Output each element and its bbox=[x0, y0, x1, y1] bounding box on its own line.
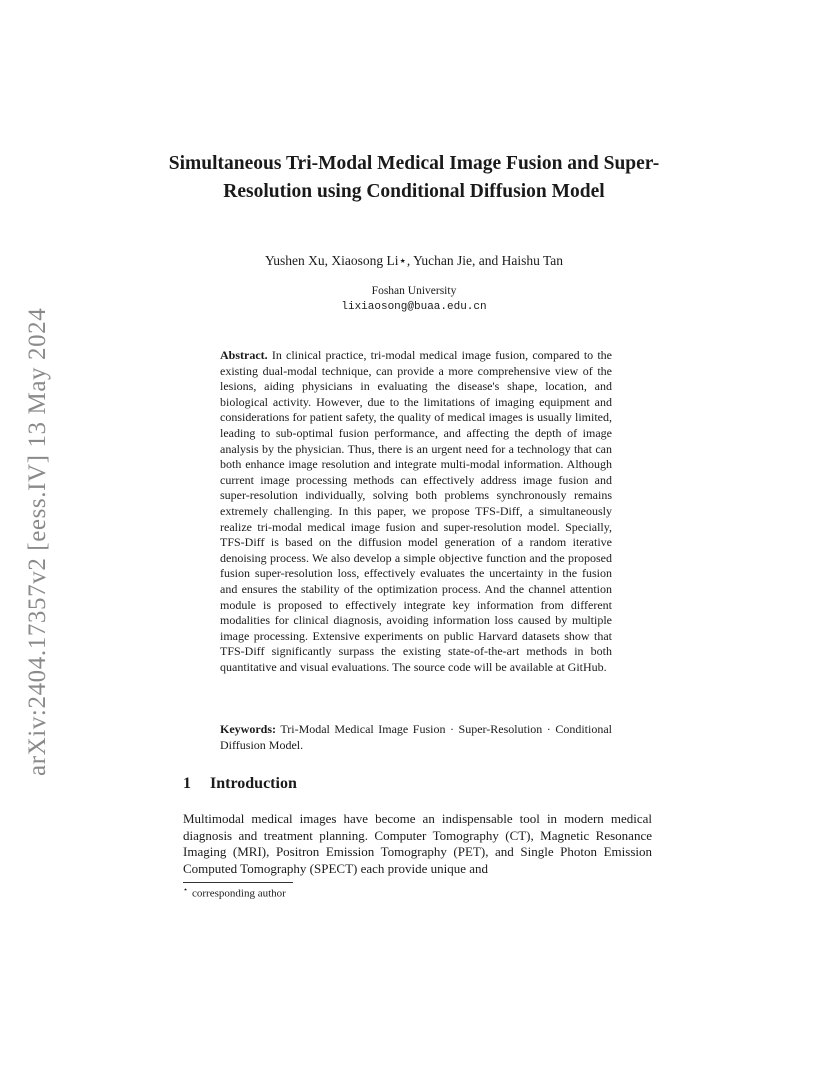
keywords-label: Keywords: bbox=[220, 722, 276, 736]
footnote bbox=[183, 885, 286, 900]
footnote-mark: ⋆ bbox=[183, 885, 189, 894]
abstract-label: Abstract. bbox=[220, 348, 268, 362]
section-title: Introduction bbox=[210, 775, 297, 792]
keywords bbox=[220, 722, 612, 753]
affiliation-block bbox=[160, 283, 668, 315]
footnote-text: corresponding author bbox=[192, 887, 286, 900]
paper-title: Simultaneous Tri-Modal Medical Image Fusion and Super-Resolution using Conditional Diffusion Model bbox=[168, 153, 660, 202]
abstract bbox=[220, 348, 612, 675]
affiliation-name: Foshan University bbox=[371, 285, 457, 297]
introduction-paragraph: Multimodal medical images have become an indispensable tool in modern medical diagnosis and treatment planning. Computer Tomography (CT), Magnetic Resonance Imaging (MRI), Positron Emission Tomography (PET), and Single Photon Emission Computed Tomography (SPECT) each provide unique and bbox=[183, 811, 652, 877]
arxiv-identifier-sidebar: arXiv:2404.17357v2 [eess.IV] 13 May 2024 bbox=[24, 307, 51, 776]
abstract-text: In clinical practice, tri-modal medical image fusion, compared to the existing dual-modal technique, can provide a more comprehensive view of the lesions, aiding physicians in evaluating the disease's shape, location, and biological activity. However, due to the limitations of imaging equipment and considerations for patient safety, the quality of medical images is usually limited, leading to sub-optimal fusion performance, and affecting the depth of image analysis by the physician. Thus, there is an urgent need for a technology that can both enhance image resolution and integrate multi-modal information. Although current image processing methods can effectively address image fusion and super-resolution individually, solving both problems synchronously remains extremely challenging. In this paper, we propose TFS-Diff, a simultaneously realize tri-modal medical image fusion and super-resolution model. Specially, TFS-Diff is based on the diffusion model generation of a random iterative denoising process. We also develop a simple objective function and the proposed fusion super-resolution loss, effectively evaluates the uncertainty in the fusion and ensures the stability of the optimization process. And the channel attention module is proposed to effectively integrate key information from different modalities for clinical diagnosis, avoiding information loss caused by multiple image processing. Extensive experiments on public Harvard datasets show that TFS-Diff significantly surpass the existing state-of-the-art methods in both quantitative and visual evaluations. The source code will be available at GitHub. bbox=[220, 348, 612, 674]
section-heading-introduction bbox=[183, 775, 297, 793]
footnote-divider bbox=[183, 882, 293, 883]
section-number: 1 bbox=[183, 775, 191, 792]
author-list: Yushen Xu, Xiaosong Li⋆, Yuchan Jie, and Haishu Tan bbox=[264, 253, 564, 268]
keywords-text: Tri-Modal Medical Image Fusion · Super-Resolution · Conditional Diffusion Model. bbox=[220, 722, 612, 752]
author-email: lixiaosong@buaa.edu.cn bbox=[341, 301, 487, 313]
